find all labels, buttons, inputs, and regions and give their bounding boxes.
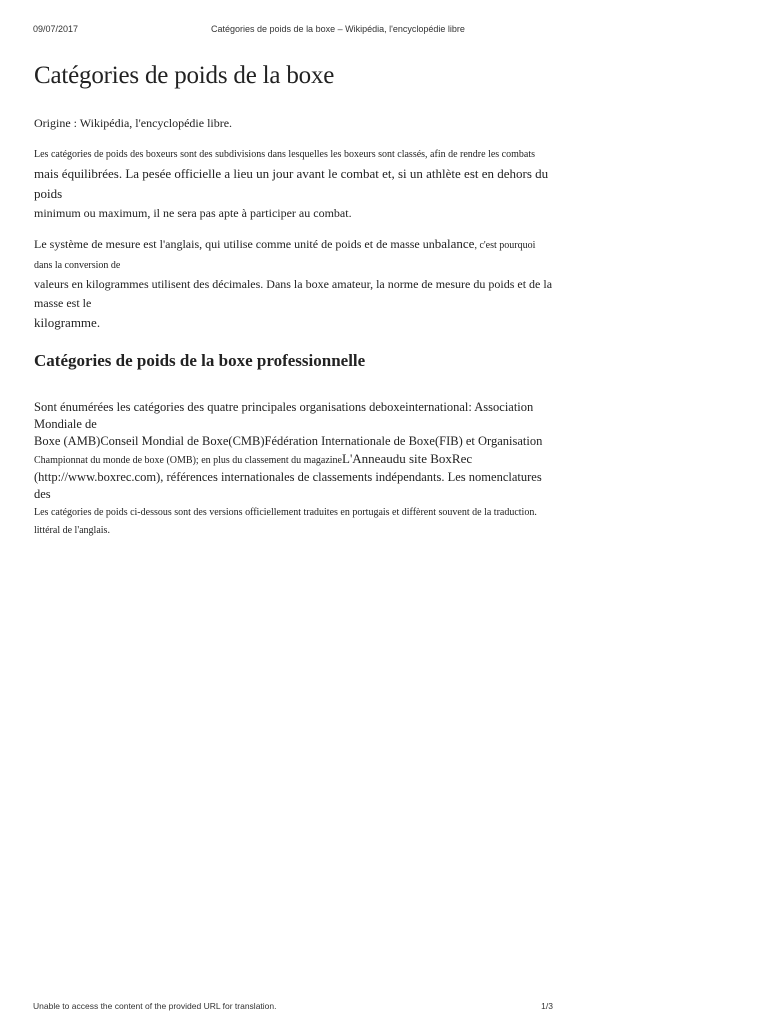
page-number: 1/3 — [541, 1001, 553, 1011]
print-footer — [33, 1001, 553, 1013]
print-page-title: Catégories de poids de la boxe – Wikipédia, l'encyclopédie libre — [211, 24, 465, 34]
measurement-text-part5: kilogramme. — [34, 315, 101, 330]
measurement-text-part1: Le système de mesure est l'anglais, qui utilise comme unité de poids et de masse un — [34, 237, 435, 251]
organizations-line1: Sont énumérées les catégories des quatre principales organisations deboxeinternational: Association Mondiale de — [34, 400, 534, 431]
measurement-link-balance[interactable]: balance — [434, 236, 475, 251]
organizations-line5: Les catégories de poids ci-dessous sont des versions officiellement traduites en portugais et diffèrent souvent de la traduction. — [34, 507, 537, 518]
article-title: Catégories de poids de la boxe — [34, 62, 335, 89]
print-header — [33, 24, 735, 38]
organizations-line6: littéral de l'anglais. — [34, 525, 110, 536]
organizations-paragraph — [34, 399, 554, 539]
intro-text-part2: mais équilibrées. La pesée officielle a lieu un jour avant le combat et, si un athlète est en dehors du poids — [34, 166, 549, 201]
organizations-line4: (http://www.boxrec.com), références internationales de classements indépendants. Les nomenclatures des — [34, 470, 542, 501]
intro-paragraph — [34, 144, 554, 223]
intro-text-part3: minimum ou maximum, il ne sera pas apte à participer au combat. — [34, 206, 352, 220]
article-content — [34, 62, 554, 539]
organizations-line3a: Championnat du monde de boxe (OMB); en plus du classement du magazine — [34, 455, 342, 466]
article-origin: Origine : Wikipédia, l'encyclopédie libre. — [34, 116, 233, 130]
intro-text-part1: Les catégories de poids des boxeurs sont des subdivisions dans lesquelles les boxeurs sont classés, afin de rendre les combats — [34, 149, 536, 160]
measurement-text-part4: valeurs en kilogrammes utilisent des décimales. Dans la boxe amateur, la norme de mesure du poids et de la masse est le — [34, 277, 553, 310]
organizations-line2: Boxe (AMB)Conseil Mondial de Boxe(CMB)Fédération Internationale de Boxe(FIB) et Organisation — [34, 434, 543, 448]
measurement-text-part3: , c'est pourquoi dans la conversion de — [34, 240, 536, 271]
footer-note: Unable to access the content of the provided URL for translation. — [33, 1001, 277, 1011]
organizations-line3b: L'Anneaudu site BoxRec — [342, 451, 473, 466]
section-heading: Catégories de poids de la boxe professionnelle — [34, 351, 366, 370]
print-date: 09/07/2017 — [33, 24, 79, 34]
measurement-paragraph — [34, 234, 554, 333]
